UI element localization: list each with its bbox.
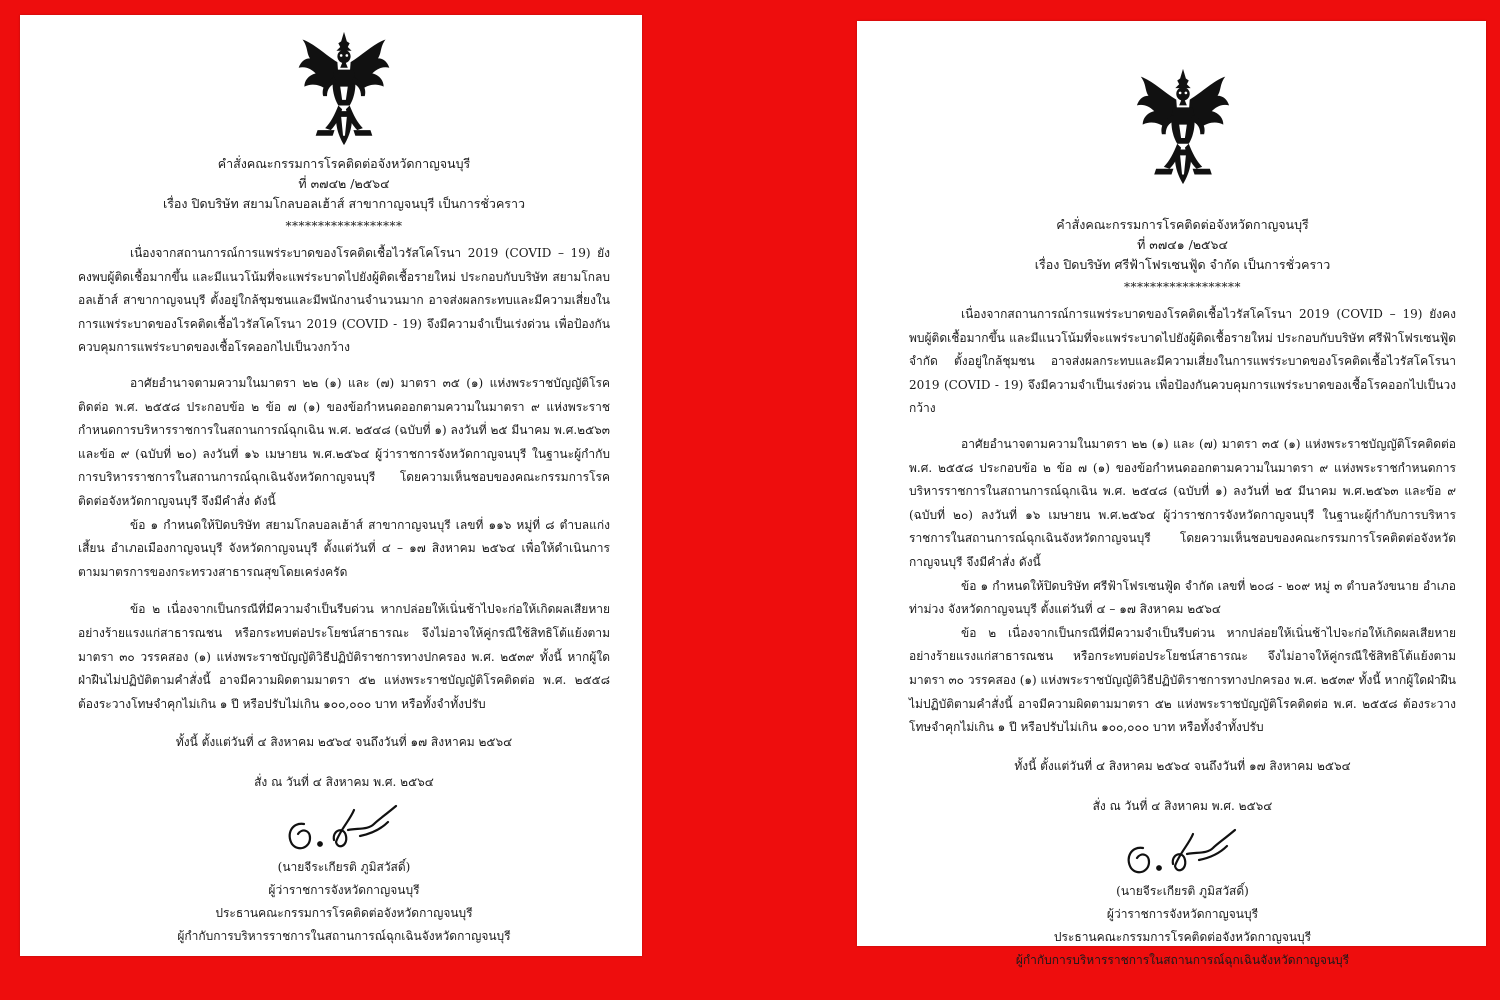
signer-position-governor: ผู้ว่าราชการจังหวัดกาญจนบุรี <box>1106 906 1259 921</box>
signer-position-chairman: ประธานคณะกรรมการโรคติดต่อจังหวัดกาญจนบุรี <box>1053 929 1312 944</box>
garuda-emblem-icon <box>296 30 392 148</box>
signature-image <box>274 800 414 856</box>
signer-position-governor: ผู้ว่าราชการจังหวัดกาญจนบุรี <box>268 883 420 898</box>
separator-stars: ****************** <box>285 219 403 233</box>
order-date: สั่ง ณ วันที่ ๔ สิงหาคม พ.ศ. ๒๕๖๔ <box>254 775 434 790</box>
paragraph-clause-1: ข้อ ๑ กำหนดให้ปิดบริษัท สยามโกลบอลเฮ้าส์ สาขากาญจนบุรี เลขที่ ๑๑๖ หมู่ที่ ๘ ตำบลแก่งเสี้ยน อำเภอเมืองกาญจนบุรี จังหวัดกาญจนบุรี ตั้งแต่วันที่ ๔ – ๑๗ สิงหาคม ๒๕๖๔ เพื่อให้ดำเนินการตามมาตรการของกระทรวงสาธารณสุขโดยเคร่งครัด <box>78 517 610 579</box>
signer-position-director: ผู้กำกับการบริหารราชการในสถานการณ์ฉุกเฉินจังหวัดกาญจนบุรี <box>177 929 511 944</box>
signer-position-chairman: ประธานคณะกรรมการโรคติดต่อจังหวัดกาญจนบุรี <box>215 906 473 921</box>
order-title: คำสั่งคณะกรรมการโรคติดต่อจังหวัดกาญจนบุรี <box>217 156 471 171</box>
signer-name: (นายจีระเกียรติ ภูมิสวัสดิ์) <box>277 860 411 875</box>
document-page-2 <box>857 21 1486 967</box>
effective-date-range: ทั้งนี้ ตั้งแต่วันที่ ๔ สิงหาคม ๒๕๖๔ จนถึงวันที่ ๑๗ สิงหาคม ๒๕๖๔ <box>175 735 513 750</box>
paragraph-clause-2: ข้อ ๒ เนื่องจากเป็นกรณีที่มีความจำเป็นรีบด่วน หากปล่อยให้เนิ่นช้าไปจะก่อให้เกิดผลเสียหายอย่างร้ายแรงแก่สาธารณชน หรือกระทบต่อประโยชน์สาธารณะ จึงไม่อาจให้คู่กรณีใช้สิทธิโต้แย้งตามมาตรา ๓๐ วรรคสอง (๑) แห่งพระราชบัญญัติวิธีปฏิบัติราชการทางปกครอง พ.ศ. ๒๕๓๙ ทั้งนี้ หากผู้ใดฝ่าฝืนไม่ปฏิบัติตามคำสั่งนี้ อาจมีความผิดตามมาตรา ๕๒ แห่งพระราชบัญญัติโรคติดต่อ พ.ศ. ๒๕๕๘ ต้องระวางโทษจำคุกไม่เกิน ๑ ปี หรือปรับไม่เกิน ๑๐๐,๐๐๐ บาท หรือทั้งจำทั้งปรับ <box>909 625 1456 735</box>
paragraph-clause-1: ข้อ ๑ กำหนดให้ปิดบริษัท ศรีฟ้าโฟรเซนฟู้ด จำกัด เลขที่ ๒๐๘ - ๒๐๙ หมู่ ๓ ตำบลวังขนาย อำเภอท่าม่วง จังหวัดกาญจนบุรี ตั้งแต่วันที่ ๔ – ๑๗ สิงหาคม ๒๕๖๔ <box>909 578 1456 617</box>
order-date: สั่ง ณ วันที่ ๔ สิงหาคม พ.ศ. ๒๕๖๔ <box>1092 798 1273 813</box>
order-subject: เรื่อง ปิดบริษัท ศรีฟ้าโฟรเซนฟู้ด จำกัด เป็นการชั่วคราว <box>1034 257 1331 272</box>
signature-image <box>1113 824 1253 880</box>
signer-name: (นายจีระเกียรติ ภูมิสวัสดิ์) <box>1116 883 1249 898</box>
paragraph-reason: เนื่องจากสถานการณ์การแพร่ระบาดของโรคติดเชื้อไวรัสโคโรนา 2019 (COVID – 19) ยังคงพบผู้ติดเชื้อมากขึ้น และมีแนวโน้มที่จะแพร่ระบาดไปยังผู้ติดเชื้อรายใหม่ ประกอบกับบริษัท สยามโกลบอลเฮ้าส์ สาขากาญจนบุรี ตั้งอยู่ใกล้ชุมชนและมีพนักงานจำนวนมาก อาจส่งผลกระทบและมีความเสี่ยงในการแพร่ระบาดของโรคติดเชื้อไวรัสโคโรนา 2019 (COVID - 19) จึงมีความจำเป็นเร่งด่วน เพื่อป้องกันควบคุมการแพร่ระบาดของเชื้อโรคออกไปเป็นวงกว้าง <box>78 246 610 355</box>
separator-stars: ****************** <box>1124 280 1241 294</box>
paragraph-reason: เนื่องจากสถานการณ์การแพร่ระบาดของโรคติดเชื้อไวรัสโคโรนา 2019 (COVID – 19) ยังคงพบผู้ติดเชื้อมากขึ้น และมีแนวโน้มที่จะแพร่ระบาดไปยังผู้ติดเชื้อรายใหม่ ประกอบกับบริษัท ศรีฟ้าโฟรเซนฟู้ด จำกัด ตั้งอยู่ใกล้ชุมชน อาจส่งผลกระทบและมีความเสี่ยงในการแพร่ระบาดของโรคติดเชื้อไวรัสโคโรนา 2019 (COVID - 19) จึงมีความจำเป็นเร่งด่วน เพื่อป้องกันควบคุมการแพร่ระบาดของเชื้อโรคออกไปเป็นวงกว้าง <box>909 307 1456 416</box>
document-page-1 <box>20 15 642 956</box>
order-title: คำสั่งคณะกรรมการโรคติดต่อจังหวัดกาญจนบุรี <box>1056 217 1309 232</box>
signer-position-director: ผู้กำกับการบริหารราชการในสถานการณ์ฉุกเฉินจังหวัดกาญจนบุรี <box>1015 952 1350 967</box>
paragraph-authority: อาศัยอำนาจตามความในมาตรา ๒๒ (๑) และ (๗) มาตรา ๓๕ (๑) แห่งพระราชบัญญัติโรคติดต่อ พ.ศ. ๒๕๕๘ ประกอบข้อ ๒ ข้อ ๗ (๑) ของข้อกำหนดออกตามความในมาตรา ๙ แห่งพระราชกำหนดการบริหารราชการในสถานการณ์ฉุกเฉิน พ.ศ. ๒๕๔๘ (ฉบับที่ ๑) ลงวันที่ ๒๕ มีนาคม พ.ศ.๒๕๖๓ และข้อ ๙ (ฉบับที่ ๒๐) ลงวันที่ ๑๖ เมษายน พ.ศ.๒๕๖๔ ผู้ว่าราชการจังหวัดกาญจนบุรี ในฐานะผู้กำกับการบริหารราชการในสถานการณ์ฉุกเฉินจังหวัดกาญจนบุรี โดยความเห็นชอบของคณะกรรมการโรคติดต่อจังหวัดกาญจนบุรี จึงมีคำสั่ง ดังนี้ <box>909 436 1456 569</box>
order-subject: เรื่อง ปิดบริษัท สยามโกลบอลเฮ้าส์ สาขากาญจนบุรี เป็นการชั่วคราว <box>162 196 526 211</box>
order-number: ที่ ๓๗๔๑ /๒๕๖๔ <box>1137 237 1228 252</box>
garuda-emblem-icon <box>1135 63 1231 191</box>
paragraph-clause-2: ข้อ ๒ เนื่องจากเป็นกรณีที่มีความจำเป็นรีบด่วน หากปล่อยให้เนิ่นช้าไปจะก่อให้เกิดผลเสียหายอย่างร้ายแรงแก่สาธารณชน หรือกระทบต่อประโยชน์สาธารณะ จึงไม่อาจให้คู่กรณีใช้สิทธิโต้แย้งตามมาตรา ๓๐ วรรคสอง (๑) แห่งพระราชบัญญัติวิธีปฏิบัติราชการทางปกครอง พ.ศ. ๒๕๓๙ ทั้งนี้ หากผู้ใดฝ่าฝืนไม่ปฏิบัติตามคำสั่งนี้ อาจมีความผิดตามมาตรา ๕๒ แห่งพระราชบัญญัติโรคติดต่อ พ.ศ. ๒๕๕๘ ต้องระวางโทษจำคุกไม่เกิน ๑ ปี หรือปรับไม่เกิน ๑๐๐,๐๐๐ บาท หรือทั้งจำทั้งปรับ <box>78 602 610 711</box>
order-number: ที่ ๓๗๔๒ /๒๕๖๔ <box>298 176 390 191</box>
paragraph-authority: อาศัยอำนาจตามความในมาตรา ๒๒ (๑) และ (๗) มาตรา ๓๕ (๑) แห่งพระราชบัญญัติโรคติดต่อ พ.ศ. ๒๕๕๘ ประกอบข้อ ๒ ข้อ ๗ (๑) ของข้อกำหนดออกตามความในมาตรา ๙ แห่งพระราชกำหนดการบริหารราชการในสถานการณ์ฉุกเฉิน พ.ศ. ๒๕๔๘ (ฉบับที่ ๑) ลงวันที่ ๒๕ มีนาคม พ.ศ.๒๕๖๓ และข้อ ๙ (ฉบับที่ ๒๐) ลงวันที่ ๑๖ เมษายน พ.ศ.๒๕๖๔ ผู้ว่าราชการจังหวัดกาญจนบุรี ในฐานะผู้กำกับการบริหารราชการในสถานการณ์ฉุกเฉินจังหวัดกาญจนบุรี โดยความเห็นชอบของคณะกรรมการโรคติดต่อจังหวัดกาญจนบุรี จึงมีคำสั่ง ดังนี้ <box>78 375 610 508</box>
effective-date-range: ทั้งนี้ ตั้งแต่วันที่ ๔ สิงหาคม ๒๕๖๔ จนถึงวันที่ ๑๗ สิงหาคม ๒๕๖๔ <box>1014 758 1351 773</box>
